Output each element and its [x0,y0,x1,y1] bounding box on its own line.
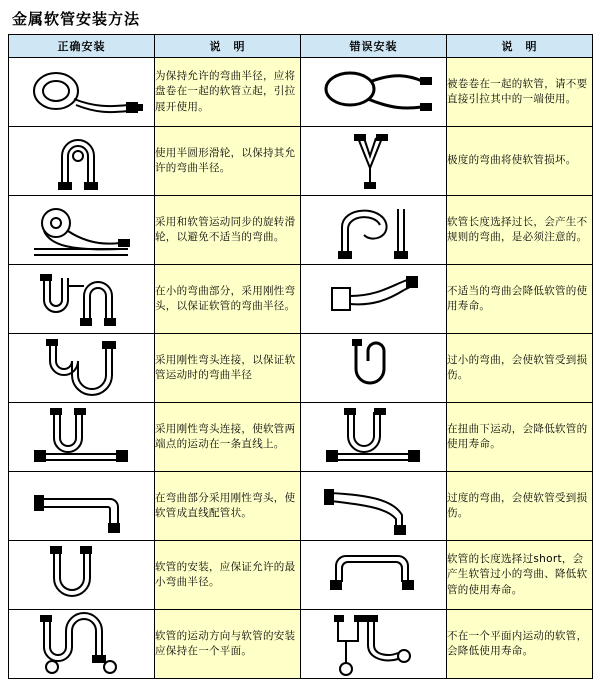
header-correct-install: 正确安装 [9,35,155,58]
table-row [9,541,593,610]
straight-pipe-elbow-correct-icon [9,472,155,541]
row-description: 在小的弯曲部分，采用刚性弯头，以保证软管的弯曲半径。 [155,265,301,334]
row-description: 极度的弯曲将使软管损坏。 [447,127,593,196]
row-description: 在扭曲下运动，会降低软管的使用寿命。 [447,403,593,472]
min-bend-radius-correct-icon [9,541,155,610]
row-description: 过度的弯曲，会使软管受到损伤。 [447,472,593,541]
row-description: 采用刚性弯头连接，以保证软管运动时的弯曲半径 [155,334,301,403]
header-description-wrong: 说 明 [447,35,593,58]
row-description: 不在一个平面内运动的软管，会降低使用寿命。 [447,610,593,679]
hose-installation-table [8,34,593,679]
row-description: 采用刚性弯头连接，使软管两端点的运动在一条直线上。 [155,403,301,472]
row-description: 不适当的弯曲会降低软管的使用寿命。 [447,265,593,334]
table-row [9,610,593,679]
coiled-hose-correct-icon [9,58,155,127]
row-description: 在弯曲部分采用刚性弯头，使软管成直线配管状。 [155,472,301,541]
coiled-hose-wrong-icon [301,58,447,127]
table-row [9,127,593,196]
header-wrong-install: 错误安装 [301,35,447,58]
row-description: 软管长度选择过长，会产生不规则的弯曲，是必须注意的。 [447,196,593,265]
improper-bend-wrong-icon [301,265,447,334]
rigid-bend-small-radius-correct-icon [9,265,155,334]
rotating-pulley-correct-icon [9,196,155,265]
table-header-row [9,35,593,58]
header-description-correct: 说 明 [155,35,301,58]
row-description: 被卷卷在一起的软管，请不要直接引拉其中的一端使用。 [447,58,593,127]
straight-line-motion-correct-icon [9,403,155,472]
sharp-bend-wrong-icon [301,127,447,196]
different-plane-motion-wrong-icon [301,610,447,679]
rigid-elbow-connection-correct-icon [9,334,155,403]
row-description: 采用和软管运动同步的旋转滑轮，以避免不适当的弯曲。 [155,196,301,265]
row-description: 使用半圆形滑轮，以保持其允许的弯曲半径。 [155,127,301,196]
semicircle-guide-correct-icon [9,127,155,196]
too-long-small-bend-wrong-icon [301,541,447,610]
table-row [9,403,593,472]
excessive-bend-wrong-icon [301,472,447,541]
row-description: 软管的运动方向与软管的安装应保持在一个平面。 [155,610,301,679]
table-row [9,472,593,541]
table-row [9,265,593,334]
row-description: 为保持允许的弯曲半径，应将盘卷在一起的软管立起，引拉展开使用。 [155,58,301,127]
too-long-hose-wrong-icon [301,196,447,265]
row-description: 软管的长度选择过short，会产生软管过小的弯曲、降低软管的使用寿命。 [447,541,593,610]
table-row [9,196,593,265]
row-description: 软管的安装，应保证允许的最小弯曲半径。 [155,541,301,610]
same-plane-motion-correct-icon [9,610,155,679]
table-row [9,334,593,403]
page-title: 金属软管安装方法 [12,10,141,28]
table-row [9,58,593,127]
row-description: 过小的弯曲，会使软管受到损伤。 [447,334,593,403]
twisting-motion-wrong-icon [301,403,447,472]
too-small-bend-wrong-icon [301,334,447,403]
